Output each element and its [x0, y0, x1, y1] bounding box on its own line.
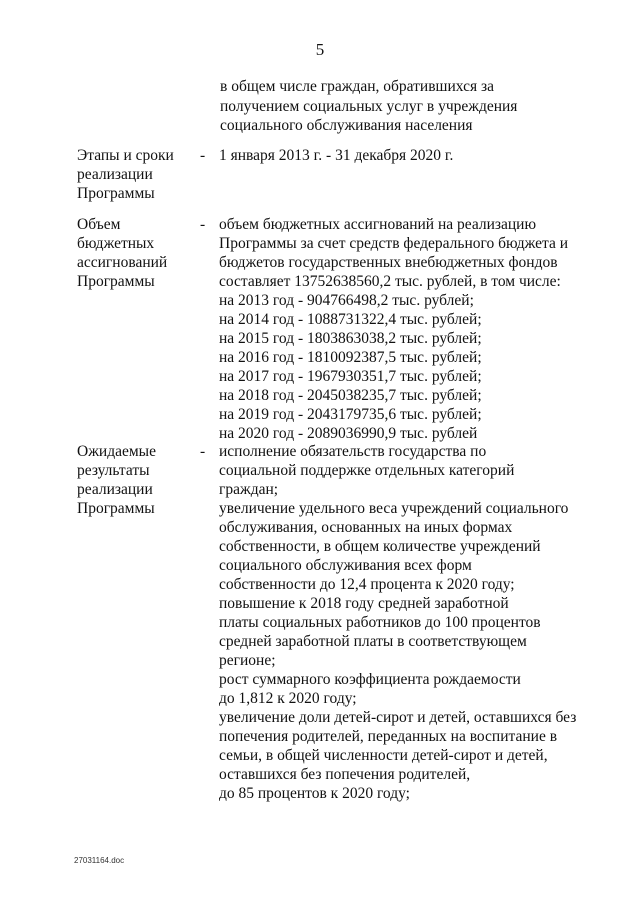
intro-line: в общем числе граждан, обратившихся за: [220, 78, 494, 95]
content-line: на 2013 год - 904766498,2 тыс. рублей;: [219, 292, 474, 309]
content-line: на 2019 год - 2043179735,6 тыс. рублей;: [219, 406, 482, 423]
content-line: исполнение обязательств государства по: [219, 443, 487, 460]
content-line: бюджетов государственных внебюджетных фондов: [219, 254, 558, 271]
content-line: 1 января 2013 г. - 31 декабря 2020 г.: [219, 147, 454, 164]
label-line: ассигнований: [77, 254, 168, 271]
intro-line: социального обслуживания населения: [220, 117, 473, 134]
content-line: составляет 13752638560,2 тыс. рублей, в том числе:: [219, 273, 561, 290]
budget-label: [77, 215, 197, 291]
label-line: Этапы и сроки: [77, 147, 174, 164]
label-line: Программы: [77, 500, 155, 517]
content-line: повышение к 2018 году средней заработной: [219, 595, 509, 612]
content-line: на 2018 год - 2045038235,7 тыс. рублей;: [219, 387, 482, 404]
content-line: социальной поддержке отдельных категорий: [219, 462, 515, 479]
content-line: оставшихся без попечения родителей,: [219, 766, 471, 783]
label-line: Ожидаемые: [77, 443, 156, 460]
label-line: Программы: [77, 273, 155, 290]
content-line: до 1,812 к 2020 году;: [219, 690, 357, 707]
content-line: увеличение удельного веса учреждений социального: [219, 500, 569, 517]
content-line: увеличение доли детей-сирот и детей, оставшихся без: [219, 709, 577, 726]
budget-content: [219, 215, 609, 443]
content-line: объем бюджетных ассигнований на реализацию: [219, 216, 537, 233]
content-line: на 2020 год - 2089036990,9 тыс. рублей: [219, 425, 478, 442]
content-line: социального обслуживания всех форм: [219, 557, 472, 574]
label-line: реализации: [77, 481, 153, 498]
intro-paragraph: [220, 77, 600, 136]
stages-label: [77, 146, 197, 203]
content-line: на 2014 год - 1088731322,4 тыс. рублей;: [219, 311, 482, 328]
content-line: регионе;: [219, 652, 276, 669]
budget-dash: -: [200, 216, 206, 233]
label-line: Объем: [77, 216, 121, 233]
content-line: граждан;: [219, 481, 279, 498]
page-number: 5: [315, 40, 325, 59]
content-line: попечения родителей, переданных на воспитание в: [219, 728, 558, 745]
intro-line: получением социальных услуг в учреждения: [220, 97, 518, 115]
content-line: на 2017 год - 1967930351,7 тыс. рублей;: [219, 368, 482, 385]
results-label: [77, 442, 197, 518]
content-line: собственности, в общем количестве учреждений: [219, 538, 541, 555]
label-line: Программы: [77, 185, 155, 202]
stages-content: [219, 146, 609, 165]
content-line: до 85 процентов к 2020 году;: [219, 785, 410, 802]
content-line: на 2015 год - 1803863038,2 тыс. рублей;: [219, 330, 482, 347]
footer-filename: 27031164.doc: [74, 856, 125, 865]
stages-dash: -: [200, 147, 206, 164]
content-line: собственности до 12,4 процента к 2020 году;: [219, 576, 515, 593]
content-line: Программы за счет средств федерального бюджета и: [219, 235, 569, 252]
label-line: результаты: [77, 462, 150, 479]
content-line: на 2016 год - 1810092387,5 тыс. рублей;: [219, 349, 482, 366]
content-line: платы социальных работников до 100 процентов: [219, 614, 541, 631]
label-line: реализации: [77, 166, 153, 183]
results-content: [219, 442, 609, 803]
content-line: обслуживания, основанных на иных формах: [219, 519, 513, 536]
results-dash: -: [200, 443, 206, 460]
content-line: семьи, в общей численности детей-сирот и детей,: [219, 747, 548, 764]
content-line: средней заработной платы в соответствующем: [219, 633, 527, 650]
content-line: рост суммарного коэффициента рождаемости: [219, 671, 521, 688]
label-line: бюджетных: [77, 235, 155, 252]
